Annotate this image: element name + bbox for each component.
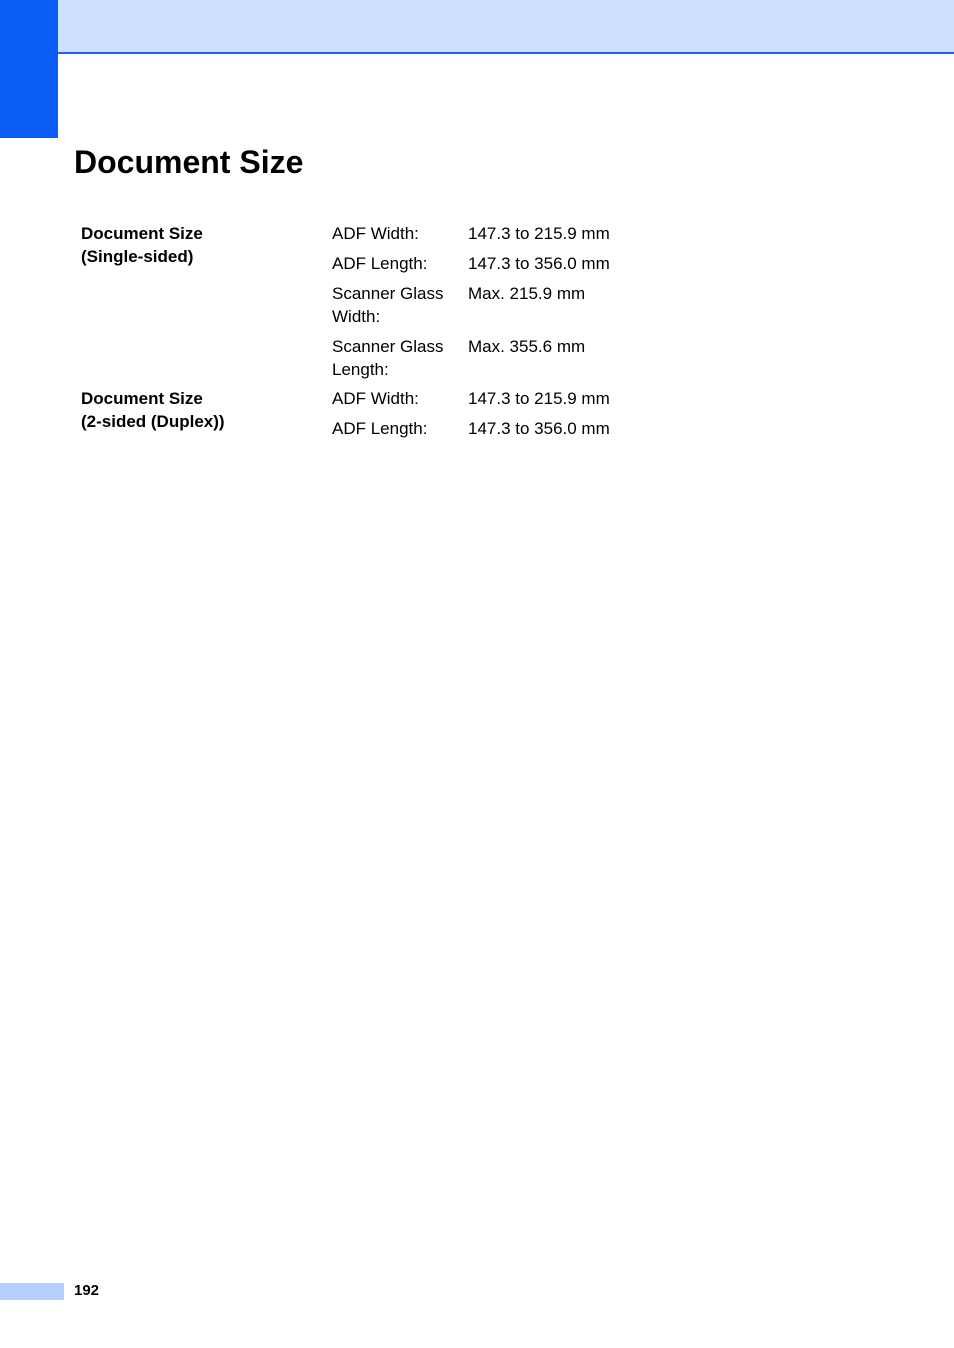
parameter-value: 147.3 to 356.0 mm [468, 254, 610, 273]
parameter-label: ADF Length: [332, 254, 428, 273]
parameter-value: Max. 215.9 mm [468, 284, 586, 303]
parameter-label: Scanner Glass Length: [332, 337, 444, 379]
header-band [58, 0, 954, 54]
document-size-spec-table [81, 222, 668, 440]
footer-bar [0, 1283, 64, 1300]
category-label: Document Size [81, 224, 203, 243]
category-sublabel: (Single-sided) [81, 247, 194, 266]
parameter-value: 147.3 to 356.0 mm [468, 419, 610, 438]
parameter-value: 147.3 to 215.9 mm [468, 389, 610, 408]
parameter-value: Max. 355.6 mm [468, 337, 586, 356]
parameter-label: ADF Length: [332, 419, 428, 438]
table-row [81, 222, 668, 252]
category-cell [81, 387, 332, 440]
parameter-label: Scanner Glass Width: [332, 284, 444, 326]
category-sublabel: (2-sided (Duplex)) [81, 412, 225, 431]
parameter-label: ADF Width: [332, 224, 419, 243]
category-label: Document Size [81, 389, 203, 408]
page-title: Document Size [74, 144, 304, 180]
category-cell [81, 222, 332, 387]
table-row [81, 387, 668, 417]
parameter-label: ADF Width: [332, 389, 419, 408]
chapter-tab [0, 0, 58, 138]
parameter-value: 147.3 to 215.9 mm [468, 224, 610, 243]
page-number: 192 [74, 1282, 100, 1299]
